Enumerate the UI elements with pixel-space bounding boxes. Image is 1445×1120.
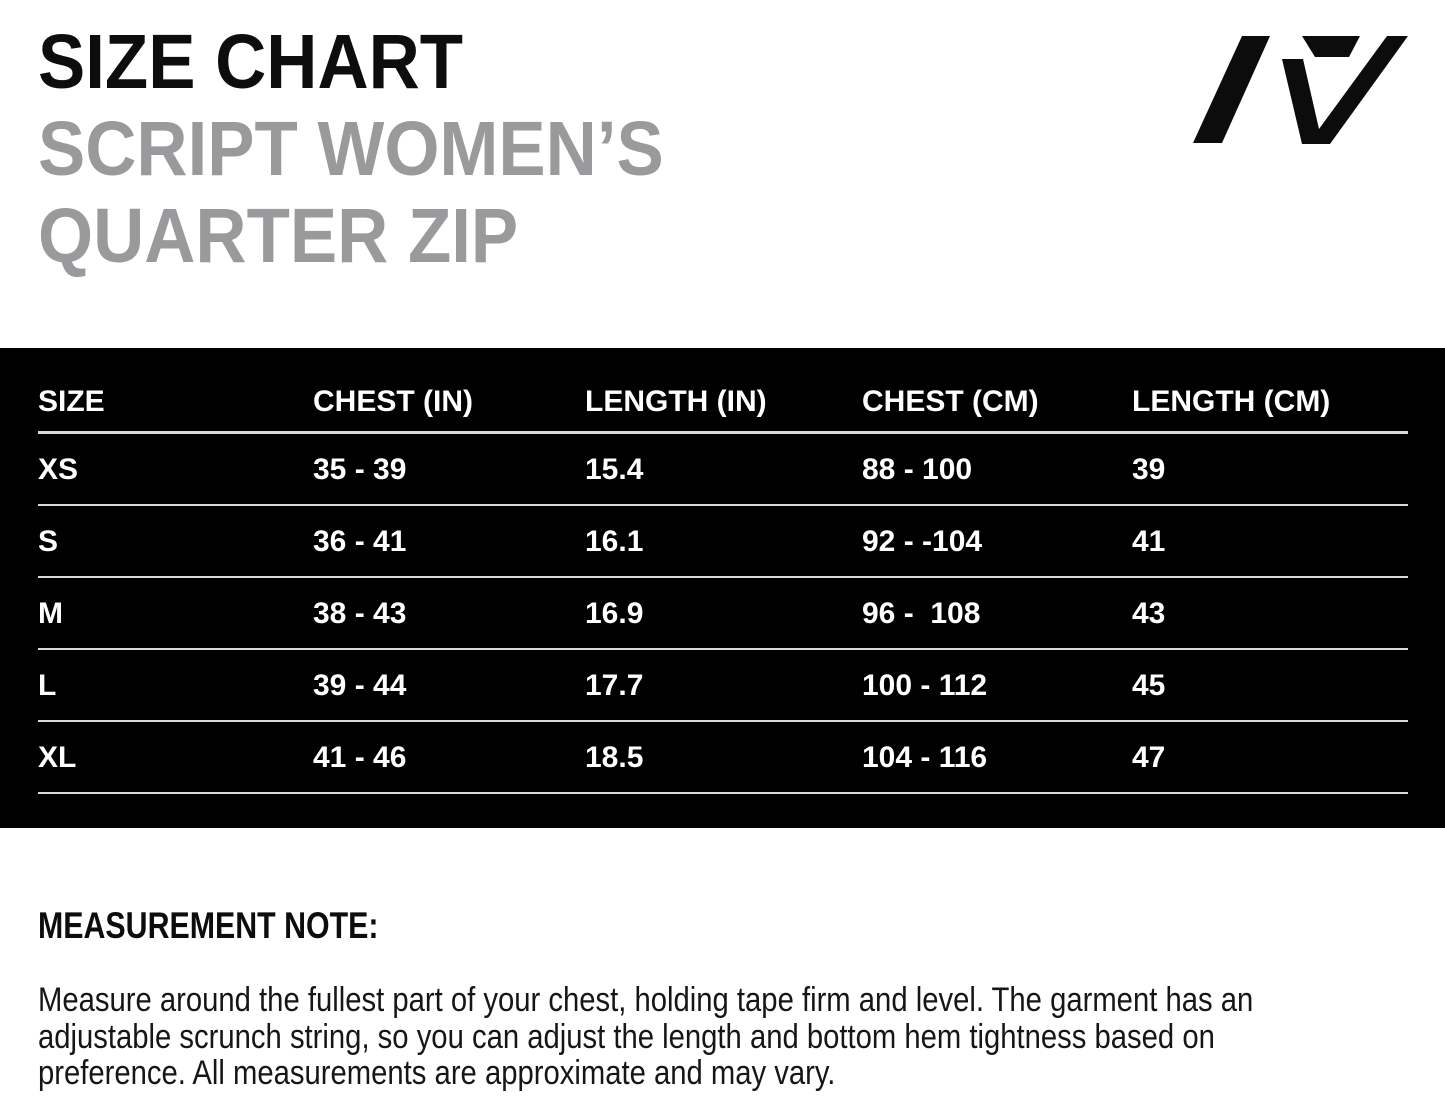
cell-chest-in: 36 - 41 — [313, 525, 407, 558]
cell-chest-in: 41 - 46 — [313, 741, 407, 774]
note-line-1: Measure around the fullest part of your chest, holding tape firm and level. The garment has an — [38, 981, 1254, 1019]
cell-chest-cm: 92 - -104 — [862, 525, 983, 558]
cell-chest-cm: 88 - 100 — [862, 453, 973, 486]
table-row-l — [0, 650, 1445, 722]
product-subtitle-line-1: SCRIPT WOMEN’S — [38, 106, 664, 192]
measurement-note-heading: MEASUREMENT NOTE: — [38, 905, 379, 946]
table-row-m — [0, 578, 1445, 650]
note-line-3: preference. All measurements are approximate and may vary. — [38, 1054, 836, 1092]
cell-length-cm: 47 — [1132, 741, 1166, 774]
table-row-xl — [0, 722, 1445, 794]
cell-chest-in: 38 - 43 — [313, 597, 407, 630]
cell-length-cm: 43 — [1132, 597, 1166, 630]
cell-chest-cm: 104 - 116 — [862, 741, 988, 774]
title-block — [38, 19, 664, 280]
cell-length-cm: 39 — [1132, 453, 1166, 486]
cell-chest-cm: 96 - 108 — [862, 597, 981, 630]
cell-chest-in: 39 - 44 — [313, 669, 407, 702]
cell-length-in: 18.5 — [585, 741, 644, 774]
cell-size: M — [38, 597, 63, 630]
cell-length-in: 16.9 — [585, 597, 644, 630]
cell-size: L — [38, 669, 57, 702]
note-line-2: adjustable scrunch string, so you can adjust the length and bottom hem tightness based on — [38, 1017, 1215, 1056]
measurement-note-paragraph — [38, 982, 1253, 1092]
cell-length-in: 15.4 — [585, 453, 644, 486]
column-header-length-cm: LENGTH (CM) — [1132, 385, 1331, 418]
cell-size: XL — [38, 741, 77, 774]
cell-length-in: 16.1 — [585, 525, 644, 558]
table-header-row — [0, 348, 1445, 434]
product-subtitle-line-2: QUARTER ZIP — [38, 193, 519, 279]
cell-chest-cm: 100 - 112 — [862, 669, 988, 702]
cell-length-cm: 41 — [1132, 525, 1166, 558]
size-table — [0, 348, 1445, 828]
cell-size: S — [38, 525, 59, 558]
table-row-xs — [0, 434, 1445, 506]
a7-logo-icon — [1193, 35, 1408, 145]
column-header-length-in: LENGTH (IN) — [585, 385, 767, 418]
column-header-chest-in: CHEST (IN) — [313, 385, 473, 418]
cell-size: XS — [38, 453, 79, 486]
cell-length-in: 17.7 — [585, 669, 644, 702]
column-header-chest-cm: CHEST (CM) — [862, 385, 1039, 418]
page-title: SIZE CHART — [38, 19, 464, 105]
table-row-s — [0, 506, 1445, 578]
cell-length-cm: 45 — [1132, 669, 1166, 702]
cell-chest-in: 35 - 39 — [313, 453, 407, 486]
column-header-size: SIZE — [38, 385, 105, 418]
